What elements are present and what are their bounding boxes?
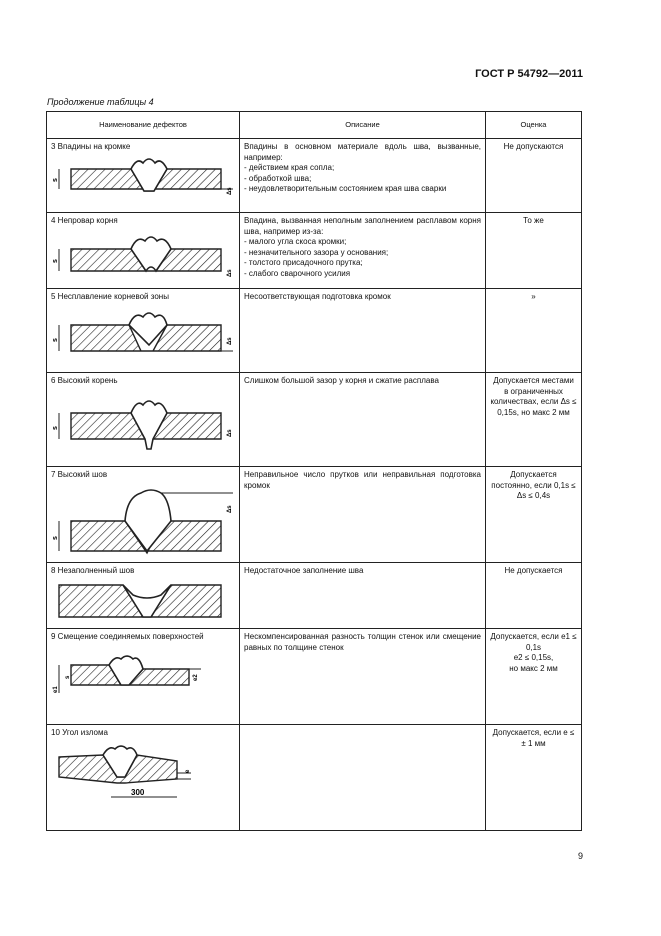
defect-eval: Допускается местами в ограниченных количествах, если Δs ≤ 0,15s, но макс 2 мм: [486, 373, 582, 467]
defect-desc: Слишком большой зазор у корня и сжатие расплава: [240, 373, 486, 467]
defect-eval: Допускается постоянно, если 0,1s ≤ Δs ≤ 0,4s: [486, 467, 582, 563]
defect-name-cell: [47, 289, 240, 373]
table-row: [47, 373, 582, 467]
dim-s: s: [52, 337, 59, 342]
defect-name: 4 Непровар корня: [51, 216, 118, 225]
defect-desc: Неправильное число прутков или неправильная подготовка кромок: [240, 467, 486, 563]
dim-s: s: [52, 535, 59, 540]
dim-e2: e2: [193, 673, 199, 681]
defect-eval: Допускается, если e ≤ ± 1 мм: [486, 725, 582, 831]
table-row: [47, 629, 582, 725]
defect-name-cell: [47, 467, 240, 563]
col-header-desc: Описание: [240, 112, 486, 139]
weld-figure-unfilled: [51, 579, 236, 623]
defect-desc: Нескомпенсированная разность толщин стенок или смещение равных по толщине стенок: [240, 629, 486, 725]
defect-eval: То же: [486, 213, 582, 289]
weld-figure-incomplete-root: [51, 229, 236, 279]
defect-desc: Несоответствующая подготовка кромок: [240, 289, 486, 373]
defects-table: [46, 111, 582, 831]
defect-eval: [486, 629, 582, 725]
dim-s: s: [52, 177, 59, 182]
defect-name: 9 Смещение соединяемых поверхностей: [51, 632, 204, 641]
table-row: [47, 139, 582, 213]
defect-desc: Недостаточное заполнение шва: [240, 563, 486, 629]
defect-eval-text: Допускается, если e1 ≤ 0,1s e2 ≤ 0,15s, но макс 2 мм: [490, 632, 577, 673]
defect-name-cell: [47, 213, 240, 289]
defect-name-cell: [47, 373, 240, 467]
defect-name: 6 Высокий корень: [51, 376, 118, 385]
dim-e1: e1: [53, 685, 59, 693]
page-number: 9: [578, 851, 584, 861]
defect-desc-text: Впадина, вызванная неполным заполнением расплавом корня шва, например из-за: - малого угла скоса кромки; - незначительного зазора у основания; - толстого присадочного прутка; - слабого сварочного усилия: [244, 216, 481, 278]
defect-name: 7 Высокий шов: [51, 470, 108, 479]
table-row: [47, 289, 582, 373]
defect-name: 3 Впадины на кромке: [51, 142, 131, 151]
dim-e: e: [185, 769, 191, 773]
table-header-row: [47, 112, 582, 139]
weld-figure-lack-of-fusion: [51, 305, 236, 363]
defect-name-cell: [47, 629, 240, 725]
dim-s: s: [52, 425, 59, 430]
defect-name-cell: [47, 139, 240, 213]
weld-figure-angular-distortion: [51, 741, 236, 817]
dim-length: 300: [131, 787, 145, 797]
dim-ds: Δs: [227, 186, 233, 195]
defect-name-cell: [47, 563, 240, 629]
defect-eval: Не допускаются: [486, 139, 582, 213]
dim-ds: Δs: [227, 428, 233, 437]
weld-figure-misalignment: [51, 645, 236, 705]
table-row: [47, 563, 582, 629]
dim-s: s: [65, 675, 71, 679]
defect-desc: [240, 213, 486, 289]
weld-figure-high-root: [51, 389, 236, 457]
weld-figure-high-weld: [51, 483, 236, 555]
defect-eval: »: [486, 289, 582, 373]
defect-desc: [240, 725, 486, 831]
table-row: [47, 213, 582, 289]
table-continuation-label: Продолжение таблицы 4: [47, 97, 154, 107]
defect-name-cell: [47, 725, 240, 831]
dim-ds: Δs: [227, 336, 233, 345]
defect-name: 8 Незаполненный шов: [51, 566, 135, 575]
document-header: ГОСТ Р 54792—2011: [475, 68, 583, 80]
col-header-name: Наименование дефектов: [47, 112, 240, 139]
table-row: [47, 467, 582, 563]
col-header-eval: Оценка: [486, 112, 582, 139]
defect-name: 5 Несплавление корневой зоны: [51, 292, 169, 301]
weld-figure-undercut: [51, 155, 236, 199]
defect-eval: Не допускается: [486, 563, 582, 629]
defect-desc: [240, 139, 486, 213]
table-row: [47, 725, 582, 831]
defect-name: 10 Угол излома: [51, 728, 108, 737]
dim-s: s: [52, 258, 59, 263]
dim-ds: Δs: [227, 268, 233, 277]
dim-ds: Δs: [227, 504, 233, 513]
defect-desc-text: Впадины в основном материале вдоль шва, вызванные, например: - действием края сопла; - обработкой шва; - неудовлетворительным состоянием края шва сварки: [244, 142, 481, 193]
